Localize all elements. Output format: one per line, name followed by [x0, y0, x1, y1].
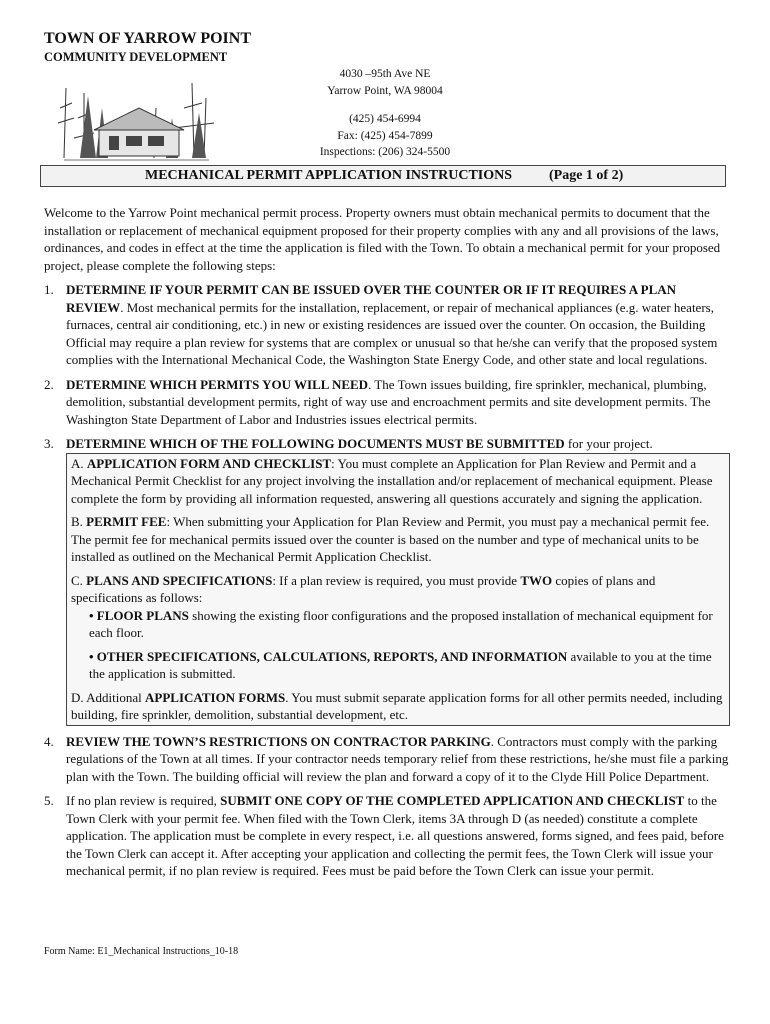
step-number: 2. — [44, 376, 54, 392]
heading: APPLICATION FORM AND CHECKLIST — [86, 455, 332, 471]
step-heading: REVIEW THE TOWN’S RESTRICTIONS ON CONTRACTOR PARKING — [66, 733, 491, 749]
step-number: 5. — [44, 793, 54, 808]
required-documents-box — [66, 453, 730, 726]
bullet-floor-plans — [71, 607, 725, 642]
step-2 — [44, 376, 730, 429]
step-heading: SUBMIT ONE COPY OF THE COMPLETED APPLICATION AND CHECKLIST — [220, 793, 685, 808]
step-number: 1. — [44, 282, 54, 297]
document-b — [71, 513, 725, 566]
step-1 — [44, 281, 730, 369]
fax: Fax: (425) 454-7899 — [337, 129, 433, 142]
step-heading: DETERMINE WHICH OF THE FOLLOWING DOCUMENTS MUST BE SUBMITTED — [66, 436, 565, 451]
label: B. — [71, 514, 87, 529]
contact-block — [285, 66, 485, 161]
bullet-other-specs — [71, 648, 725, 683]
step-4 — [44, 733, 730, 786]
step-3 — [44, 435, 730, 726]
step-number: 3. — [44, 436, 54, 451]
department-name: COMMUNITY DEVELOPMENT — [44, 50, 228, 64]
step-text: If no plan review is required, — [66, 793, 221, 808]
step-text: for your project. — [564, 436, 653, 451]
text: available to you at the time the application is submitted. — [89, 648, 712, 681]
phone: (425) 454-6994 — [349, 113, 421, 125]
text: : When submitting your Application for Plan Review and Permit, you must pay a mechanical permit fee. The permit fee for mechanical permits issued over the counter is based on the number and type of mechanical units to be installed as outlined on the Mechanical Permit Application Checklist. — [71, 514, 710, 564]
town-hall-sketch-logo — [44, 68, 224, 163]
heading: • OTHER SPECIFICATIONS, CALCULATIONS, REPORTS, AND INFORMATION — [89, 648, 568, 664]
step-text: . Contractors must comply with the parking regulations of the Town at all times. If your contractor needs temporary relief from these restrictions, he/she must file a parking plan with the Town. The building official will review the plan and forward a copy of it to the Clyde Hill Police Department. — [66, 733, 729, 784]
step-heading: DETERMINE WHICH PERMITS YOU WILL NEED — [66, 376, 369, 392]
inspections-phone: Inspections: (206) 324-5500 — [319, 146, 451, 158]
document-c — [71, 572, 725, 607]
document-d — [71, 689, 725, 724]
label: A. — [71, 455, 87, 471]
address-line-1: 4030 –95th Ave NE — [339, 68, 431, 80]
address-line-2: Yarrow Point, WA 98004 — [327, 84, 443, 97]
step-text: to the Town Clerk with your permit fee. When filed with the Town Clerk, items 3A through D (as needed) constitute a complete application. The application must be complete in every respect, i.e. all questions answered, forms signed, and fees paid, before the Town Clerk can accept it. After accepting your application and collecting the permit fees, the Town Clerk will issue your mechanical permit, if no plan review is required. Fees must be paid before the Town Clerk can issue your permit. — [66, 793, 724, 878]
heading: PERMIT FEE — [86, 514, 167, 529]
label: C. — [71, 572, 87, 588]
heading: APPLICATION FORMS — [145, 689, 286, 705]
step-text: . The Town issues building, fire sprinkler, mechanical, plumbing, demolition, substantial development permits, right of way use and encroachment permits and site development permits. The Washington State Department of Labor and Industries issues electrical permits. — [66, 376, 711, 427]
text: : If a plan review is required, you must provide — [272, 572, 521, 588]
heading: PLANS AND SPECIFICATIONS — [86, 572, 273, 588]
document-a — [71, 455, 725, 508]
form-name-footer: Form Name: E1_Mechanical Instructions_10-18 — [44, 946, 239, 957]
document-body — [44, 204, 730, 887]
page-indicator: (Page 1 of 2) — [549, 168, 624, 183]
intro-paragraph: Welcome to the Yarrow Point mechanical permit process. Property owners must obtain mechanical permits to document that the installation or replacement of mechanical equipment proposed for their property complies with any and all provisions of the laws, ordinances, and codes in effect at the time the application is filed with the Town. To obtain a mechanical permit for your proposed project, please complete the following steps: — [44, 205, 721, 273]
step-text: . Most mechanical permits for the installation, replacement, or repair of mechanical appliances (e.g. water heaters, furnaces, central air conditioning, etc.) in new or existing residences are issued over the counter. On occasion, the Building Official may require a plan review for systems that are complex or unusual so that he/she can verify that the proposed system complies with the International Mechanical Code, the Washington State Energy Code, and other state and local regulations. — [66, 299, 718, 367]
text: copies of plans and specifications as follows: — [71, 572, 656, 605]
title-banner — [40, 165, 726, 187]
heading: • FLOOR PLANS — [89, 607, 189, 623]
step-number: 4. — [44, 733, 54, 749]
town-name: TOWN OF YARROW POINT — [44, 30, 251, 47]
text: . You must submit separate application forms for all other permits needed, including building, fire sprinkler, demolition, substantial development, etc. — [71, 689, 723, 722]
text: : You must complete an Application for Plan Review and Permit and a Mechanical Permit Checklist for any project involving the installation and/or replacement of mechanical equipment. Please complete the form by providing all information requested, answering all questions accurately and signing the application. — [71, 455, 713, 506]
label: D. Additional — [71, 689, 146, 705]
step-heading: DETERMINE IF YOUR PERMIT CAN BE ISSUED OVER THE COUNTER OR IF IT REQUIRES A PLAN REVIEW — [66, 282, 677, 315]
emphasis: TWO — [520, 572, 553, 588]
step-5 — [44, 792, 730, 880]
text: showing the existing floor configurations and the proposed installation of mechanical equipment for each floor. — [89, 607, 713, 640]
document-title: MECHANICAL PERMIT APPLICATION INSTRUCTIONS — [145, 168, 513, 183]
